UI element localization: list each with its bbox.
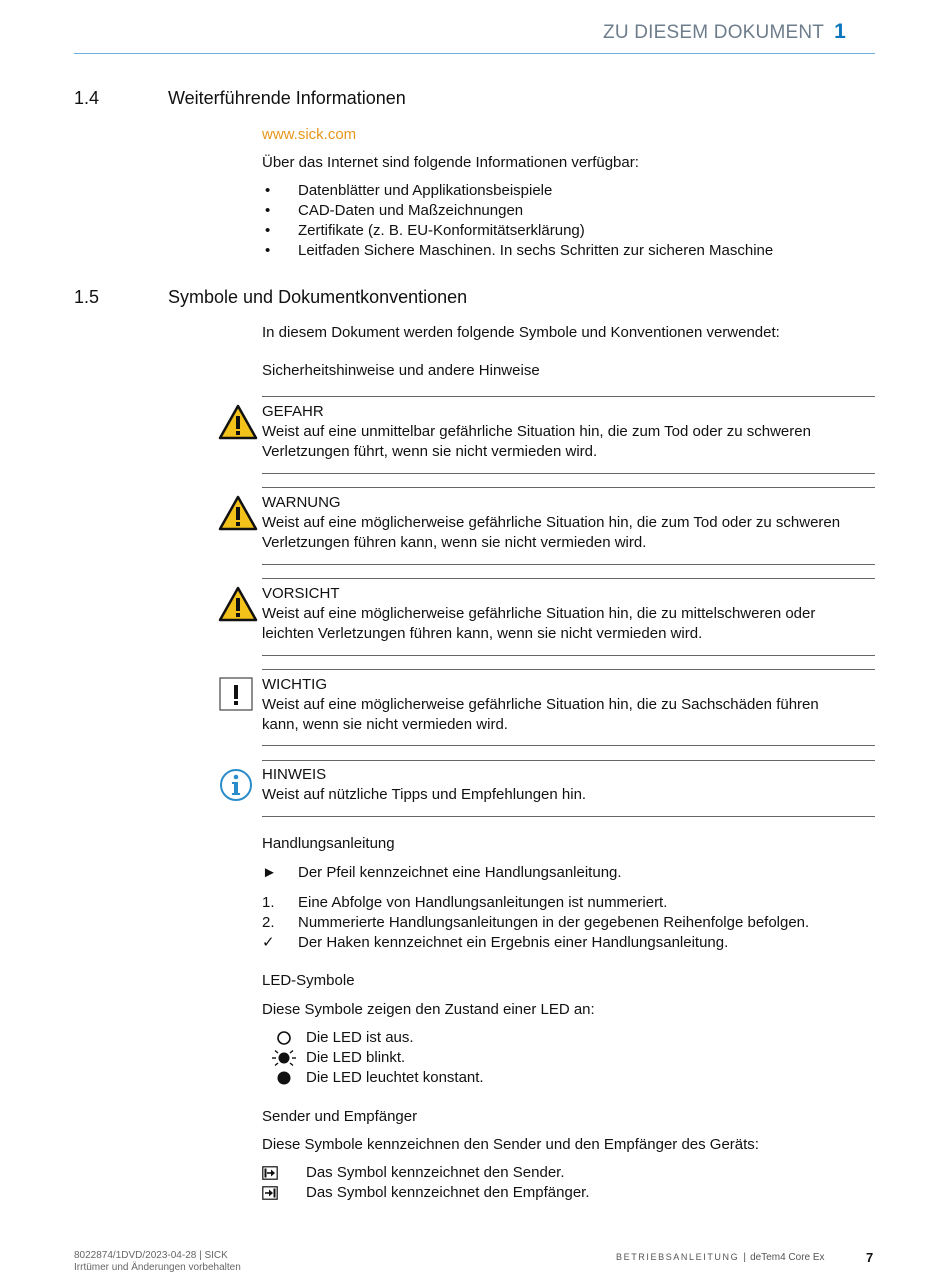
notice-divider [262,816,875,817]
notice-text: Verletzungen führt, wenn sie nicht vermieden wird. [262,443,598,460]
conventions-intro: In diesem Dokument werden folgende Symbole und Konventionen verwendet: [262,324,780,341]
section-title: Weiterführende Informationen [168,88,406,108]
website-link[interactable]: www.sick.com [262,126,357,143]
notice-danger [262,402,875,462]
footer-separator: | [743,1252,746,1263]
running-header [603,20,846,44]
notice-title: HINWEIS [262,766,327,783]
notice-divider [262,745,875,746]
sender-symbol-list [262,1163,590,1203]
led-blinking-icon [262,1049,306,1067]
warning-triangle-icon [218,586,258,622]
section-number: 1.5 [74,287,100,307]
notice-title: WARNUNG [262,494,341,511]
led-on-icon [262,1070,306,1086]
notice-important [262,675,875,735]
notice-divider [262,564,875,565]
checkmark-icon: ✓ [262,934,275,951]
list-item [262,1163,590,1183]
exclamation-box-icon [218,676,258,712]
sender-icon [262,1166,306,1180]
notice-note [262,765,875,805]
list-item [262,1183,590,1203]
notice-divider [262,655,875,656]
notice-title: GEFAHR [262,403,324,420]
list-item-text: Das Symbol kennzeichnet den Empfänger. [306,1184,590,1201]
document-type: BETRIEBSANLEITUNG [616,1252,740,1262]
warning-triangle-icon [218,404,258,440]
notice-divider [262,760,875,761]
list-item: • CAD-Daten und Maßzeichnungen [262,201,773,221]
info-bullet-list [262,181,773,261]
notice-text: Weist auf eine möglicherweise gefährliche Situation hin, die zu mittelschweren oder [262,605,816,622]
notice-warning [262,493,875,553]
notice-text: Weist auf eine unmittelbar gefährliche Situation hin, die zum Tod oder zu schweren [262,423,811,440]
list-item: • Datenblätter und Applikationsbeispiele [262,181,773,201]
action-heading: Handlungsanleitung [262,835,395,852]
list-item [262,1048,484,1068]
product-name: deTem4 Core Ex [750,1252,825,1263]
list-item-text: Der Pfeil kennzeichnet eine Handlungsanleitung. [298,864,622,881]
notice-text: Weist auf eine möglicherweise gefährliche Situation hin, die zu Sachschäden führen [262,696,819,713]
notice-text: Weist auf eine möglicherweise gefährliche Situation hin, die zum Tod oder zu schweren [262,514,841,531]
chapter-number: 1 [834,20,846,43]
section-title: Symbole und Dokumentkonventionen [168,287,468,307]
list-item [262,893,809,913]
notice-divider [262,487,875,488]
led-symbol-list [262,1028,484,1088]
footer-left [74,1250,241,1274]
notice-divider [262,669,875,670]
receiver-icon [262,1186,306,1200]
list-item-text: Die LED blinkt. [306,1049,406,1066]
list-item-text: Die LED leuchtet konstant. [306,1069,484,1086]
notice-divider [262,578,875,579]
notice-title: WICHTIG [262,676,327,693]
list-item-text: Nummerierte Handlungsanleitungen in der gegebenen Reihenfolge befolgen. [298,914,810,931]
sender-heading: Sender und Empfänger [262,1108,418,1125]
safety-heading: Sicherheitshinweise und andere Hinweise [262,362,540,379]
list-item [262,1028,484,1048]
footer-center [616,1251,825,1264]
list-item [262,913,809,933]
document-id: 8022874/1DVD/2023-04-28 | SICK [74,1250,228,1261]
list-item-text: Das Symbol kennzeichnet den Sender. [306,1164,565,1181]
page-number: 7 [866,1250,874,1265]
notice-title: VORSICHT [262,585,340,602]
list-item-text: Der Haken kennzeichnet ein Ergebnis einer Handlungsanleitung. [298,934,729,951]
notice-text: leichten Verletzungen führen kann, wenn sie nicht vermieden wird. [262,625,703,642]
notice-text: kann, wenn sie nicht vermieden wird. [262,716,508,733]
disclaimer: Irrtümer und Änderungen vorbehalten [74,1262,241,1273]
led-off-icon [262,1030,306,1046]
list-item-text: Eine Abfolge von Handlungsanleitungen ist nummeriert. [298,894,668,911]
list-item [262,933,809,953]
info-intro: Über das Internet sind folgende Informationen verfügbar: [262,154,639,171]
arrow-icon: ► [262,864,277,881]
notice-divider [262,396,875,397]
notice-divider [262,473,875,474]
step-number: 2. [262,914,275,931]
info-icon [218,768,258,804]
header-divider [74,53,875,54]
led-heading: LED-Symbole [262,972,355,989]
sender-intro: Diese Symbole kennzeichnen den Sender und den Empfänger des Geräts: [262,1136,759,1153]
list-item-text: Die LED ist aus. [306,1029,414,1046]
list-item: • Leitfaden Sichere Maschinen. In sechs Schritten zur sicheren Maschine [262,241,773,261]
notice-text: Weist auf nützliche Tipps und Empfehlungen hin. [262,786,587,803]
section-number: 1.4 [74,88,100,108]
notice-caution [262,584,875,644]
action-step-list [262,893,809,953]
led-intro: Diese Symbole zeigen den Zustand einer LED an: [262,1001,595,1018]
action-arrow-item [262,863,622,883]
list-item [262,1068,484,1088]
warning-triangle-icon [218,495,258,531]
list-item: • Zertifikate (z. B. EU-Konformitätserklärung) [262,221,773,241]
notice-text: Verletzungen führen kann, wenn sie nicht vermieden wird. [262,534,647,551]
header-title: ZU DIESEM DOKUMENT [603,22,825,43]
step-number: 1. [262,894,275,911]
